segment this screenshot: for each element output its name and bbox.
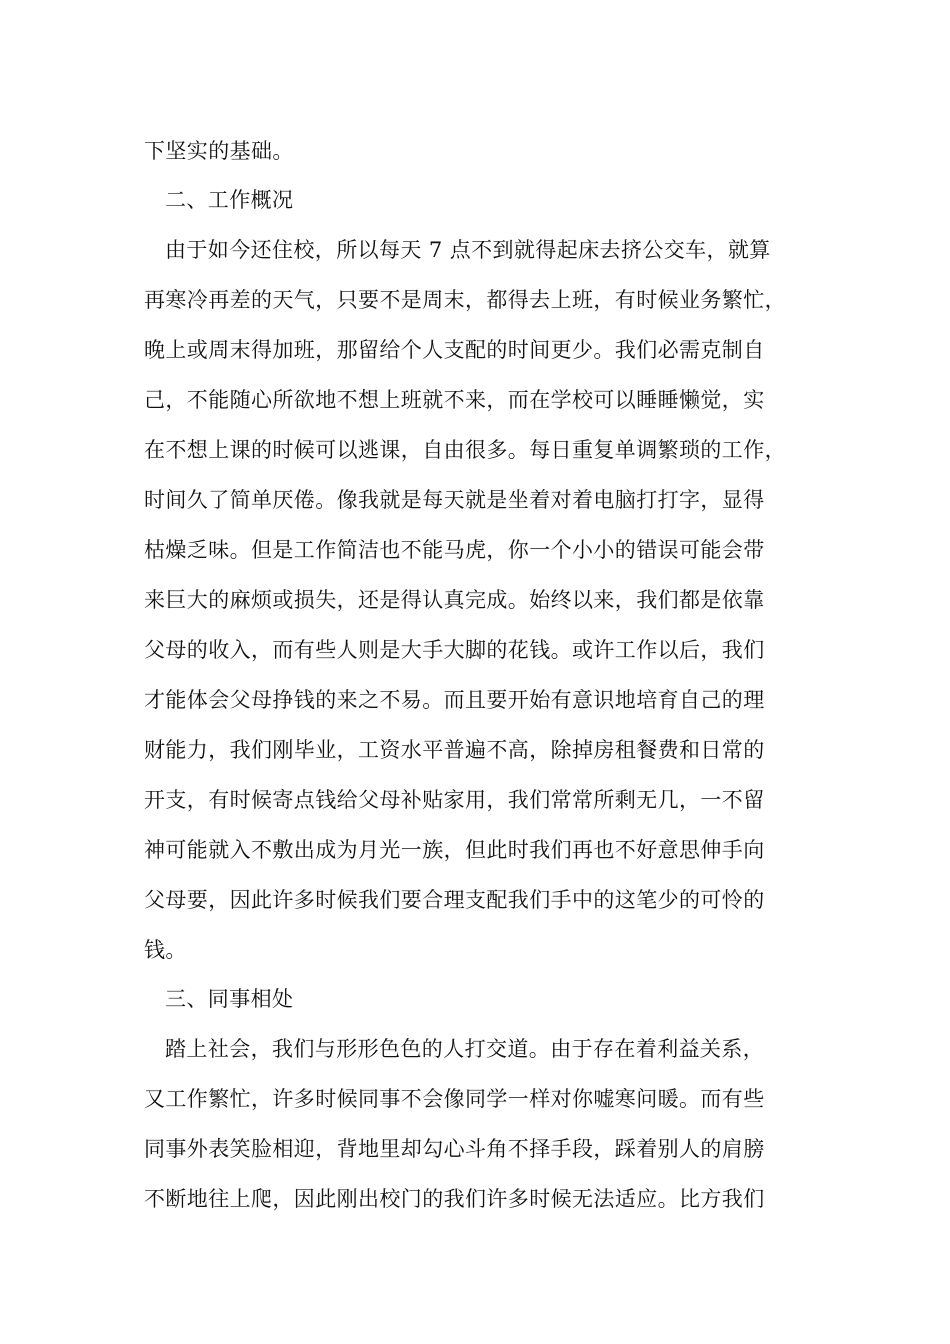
section-heading: 二、工作概况 <box>165 188 294 212</box>
paragraph-line: 踏上社会，我们与形形色色的人打交道。由于存在着利益关系， <box>165 1037 765 1061</box>
paragraph-line: 在不想上课的时候可以逃课，自由很多。每日重复单调繁琐的工作， <box>144 438 786 462</box>
section-heading: 三、同事相处 <box>165 987 294 1011</box>
paragraph-line: 神可能就入不敷出成为月光一族，但此时我们再也不好意思伸手向 <box>144 838 765 862</box>
paragraph-line: 同事外表笑脸相迎，背地里却勾心斗角不择手段，踩着别人的肩膀 <box>144 1137 765 1161</box>
paragraph-line: 来巨大的麻烦或损失，还是得认真完成。始终以来，我们都是依靠 <box>144 588 765 612</box>
paragraph-line: 财能力，我们刚毕业，工资水平普遍不高，除掉房租餐费和日常的 <box>144 738 765 762</box>
paragraph-line: 时间久了简单厌倦。像我就是每天就是坐着对着电脑打打字，显得 <box>144 488 765 512</box>
paragraph-line: 父母的收入，而有些人则是大手大脚的花钱。或许工作以后，我们 <box>144 638 765 662</box>
paragraph-line: 由于如今还住校，所以每天 7 点不到就得起床去挤公交车，就算 <box>165 238 771 262</box>
paragraph-line: 晚上或周末得加班，那留给个人支配的时间更少。我们必需克制自 <box>144 338 765 362</box>
paragraph-line: 才能体会父母挣钱的来之不易。而且要开始有意识地培育自己的理 <box>144 688 765 712</box>
paragraph-line: 下坚实的基础。 <box>144 139 294 163</box>
paragraph-line: 己，不能随心所欲地不想上班就不来，而在学校可以睡睡懒觉，实 <box>144 388 765 412</box>
paragraph-line: 父母要，因此许多时候我们要合理支配我们手中的这笔少的可怜的 <box>144 888 765 912</box>
paragraph-line: 又工作繁忙，许多时候同事不会像同学一样对你嘘寒问暖。而有些 <box>144 1087 765 1111</box>
paragraph-line: 开支，有时候寄点钱给父母补贴家用，我们常常所剩无几，一不留 <box>144 788 765 812</box>
paragraph-line: 不断地往上爬，因此刚出校门的我们许多时候无法适应。比方我们 <box>144 1187 765 1211</box>
paragraph-line: 枯燥乏味。但是工作简洁也不能马虎，你一个小小的错误可能会带 <box>144 538 765 562</box>
paragraph-line: 钱。 <box>144 938 187 962</box>
paragraph-line: 再寒冷再差的天气，只要不是周末，都得去上班，有时候业务繁忙， <box>144 288 786 312</box>
